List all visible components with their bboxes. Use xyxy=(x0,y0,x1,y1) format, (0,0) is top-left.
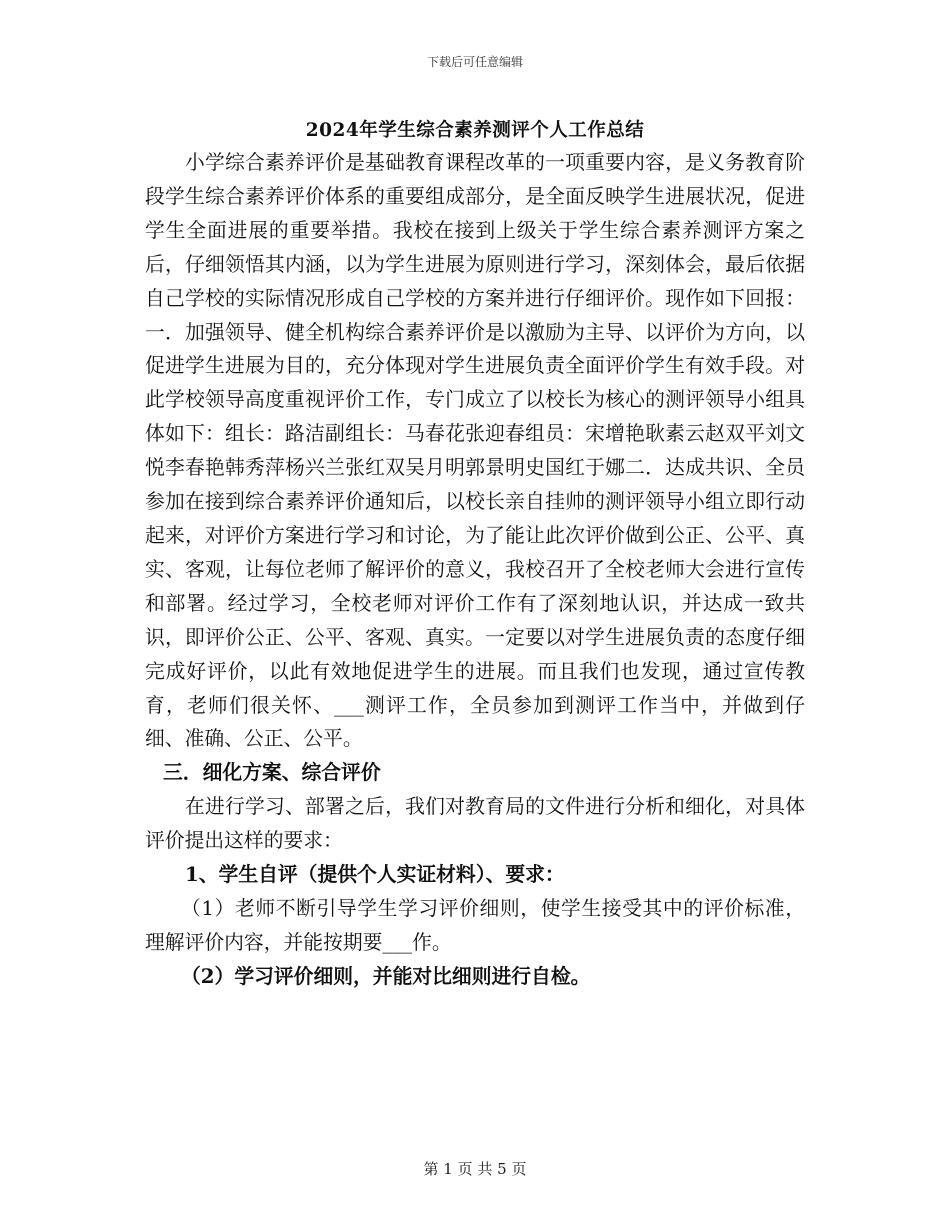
list-item: （1）老师不断引导学生学习评价细则，使学生接受其中的评价标准，理解评价内容，并能按期要___作。 xyxy=(145,896,805,954)
body-paragraph: 在进行学习、部署之后，我们对教育局的文件进行分析和细化，对具体评价提出这样的要求： xyxy=(145,795,805,853)
subsection-heading: 1、学生自评（提供个人实证材料）、要求： xyxy=(185,862,565,887)
document-body xyxy=(145,146,805,994)
section-heading: 三．细化方案、综合评价 xyxy=(163,760,381,785)
document-title: 2024年学生综合素养测评个人工作总结 xyxy=(305,120,645,141)
header-note: 下载后可任意编辑 xyxy=(426,55,523,69)
list-item-bold: （2）学习评价细则，并能对比细则进行自检。 xyxy=(181,963,591,988)
page-footer: 第 1 页 共 5 页 xyxy=(423,1160,527,1178)
body-paragraph: 小学综合素养评价是基础教育课程改革的一项重要内容，是义务教育阶段学生综合素养评价体系的重要组成部分，是全面反映学生进展状况，促进学生全面进展的重要举措。我校在接到上级关于学生综合素养测评方案之后，仔细领悟其内涵，以为学生进展为原则进行学习，深刻体会，最后依据自己学校的实际情况形成自己学校的方案并进行仔细评价。现作如下回报：一．加强领导、健全机构综合素养评价是以激励为主导、以评价为方向，以促进学生进展为目的，充分体现对学生进展负责全面评价学生有效手段。对此学校领导高度重视评价工作，专门成立了以校长为核心的测评领导小组具体如下：组长：路洁副组长：马春花张迎春组员：宋增艳耿素云赵双平刘文悦李春艳韩秀萍杨兴兰张红双吴月明郭景明史国红于娜二．达成共识、全员参加在接到综合素养评价通知后，以校长亲自挂帅的测评领导小组立即行动起来，对评价方案进行学习和讨论，为了能让此次评价做到公正、公平、真实、客观，让每位老师了解评价的意义，我校召开了全校老师大会进行宣传和部署。经过学习，全校老师对评价工作有了深刻地认识，并达成一致共识，即评价公正、公平、客观、真实。一定要以对学生进展负责的态度仔细完成好评价，以此有效地促进学生的进展。而且我们也发现，通过宣传教育，老师们很关怀、___测评工作，全员参加到测评工作当中，并做到仔细、准确、公正、公平。 xyxy=(145,151,805,751)
